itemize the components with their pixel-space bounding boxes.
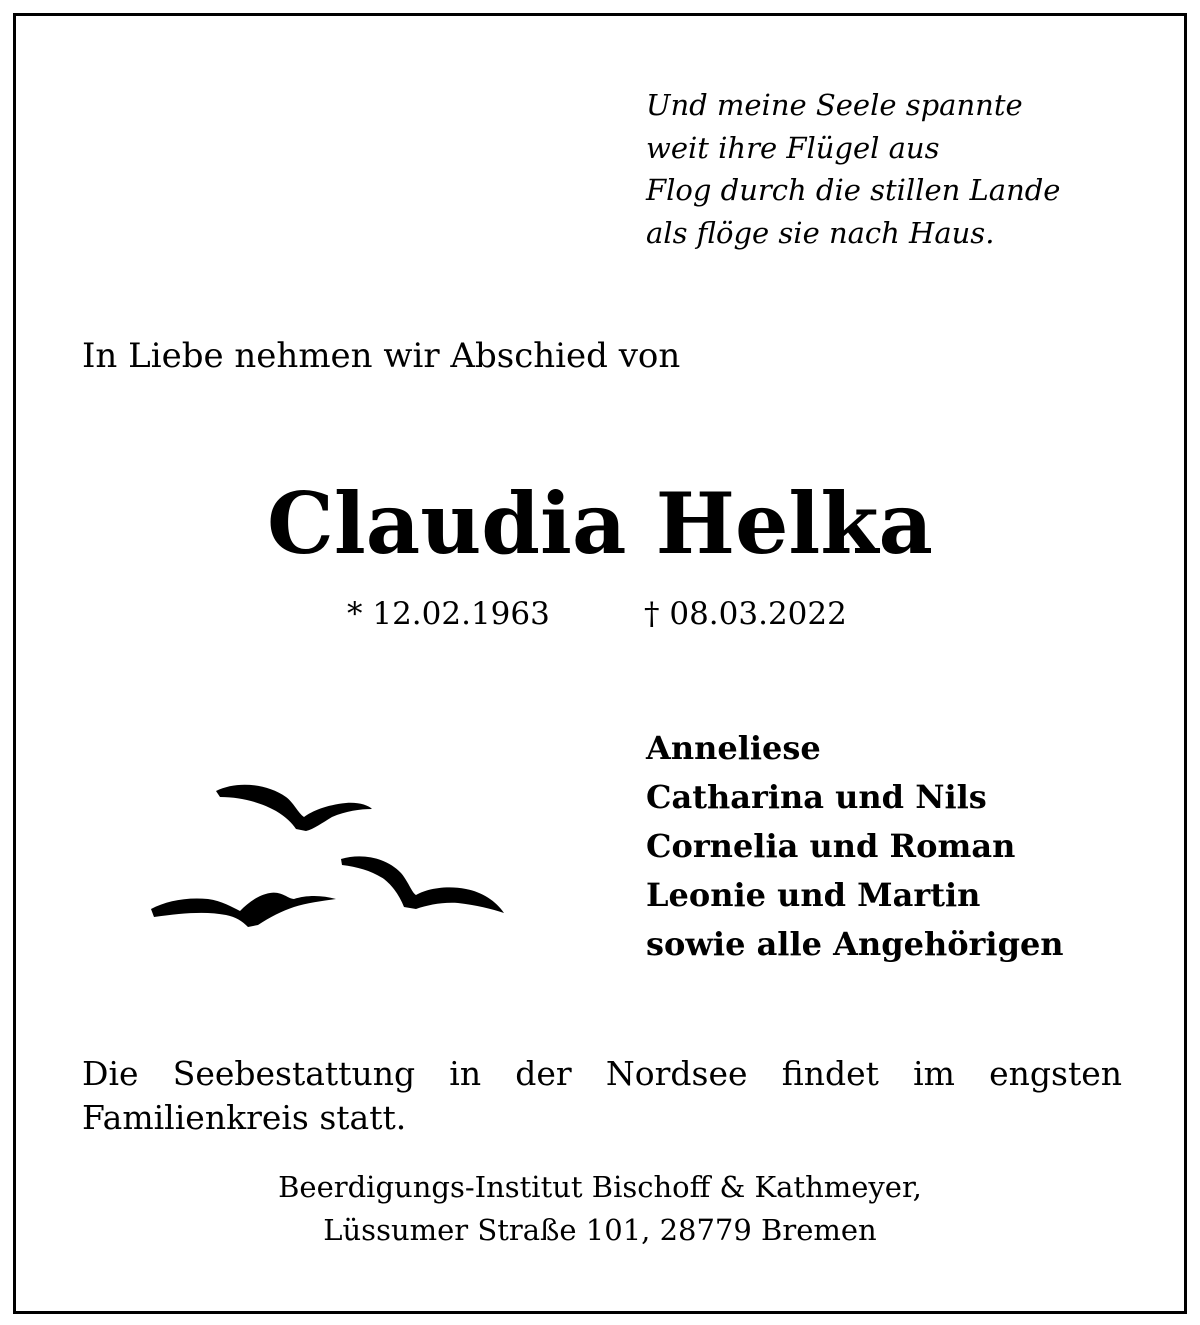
bird-silhouette: [341, 856, 504, 913]
deceased-name: Claudia Helka: [267, 474, 933, 573]
poem: [646, 84, 1060, 254]
bird-silhouette: [151, 893, 336, 927]
birth-date: * 12.02.1963: [347, 596, 550, 632]
burial-notice: Die Seebestattung in der Nordsee findet im engsten Familienkreis statt.: [82, 1054, 1122, 1137]
death-date: † 08.03.2022: [644, 596, 847, 632]
mourner-item: Cornelia und Roman: [646, 827, 1016, 865]
poem-line: als flöge sie nach Haus.: [646, 215, 995, 250]
intro-text: In Liebe nehmen wir Abschied von: [82, 336, 681, 376]
mourner-item: Anneliese: [646, 729, 821, 767]
institute-address: Lüssumer Straße 101, 28779 Bremen: [323, 1213, 877, 1247]
bird-silhouette: [216, 785, 372, 831]
obituary-notice: [13, 13, 1187, 1314]
mourners-list: [646, 724, 1064, 969]
mourner-item: Catharina und Nils: [646, 778, 987, 816]
mourner-item: Leonie und Martin: [646, 876, 981, 914]
flying-birds-icon: [146, 761, 526, 941]
poem-line: Und meine Seele spannte: [646, 88, 1023, 122]
poem-line: Flog durch die stillen Lande: [646, 173, 1061, 207]
funeral-institute: [16, 1166, 1184, 1252]
poem-line: weit ihre Flügel aus: [646, 130, 940, 165]
institute-name: Beerdigungs-Institut Bischoff & Kathmeyer,: [278, 1170, 922, 1204]
mourner-item: sowie alle Angehörigen: [646, 925, 1064, 963]
